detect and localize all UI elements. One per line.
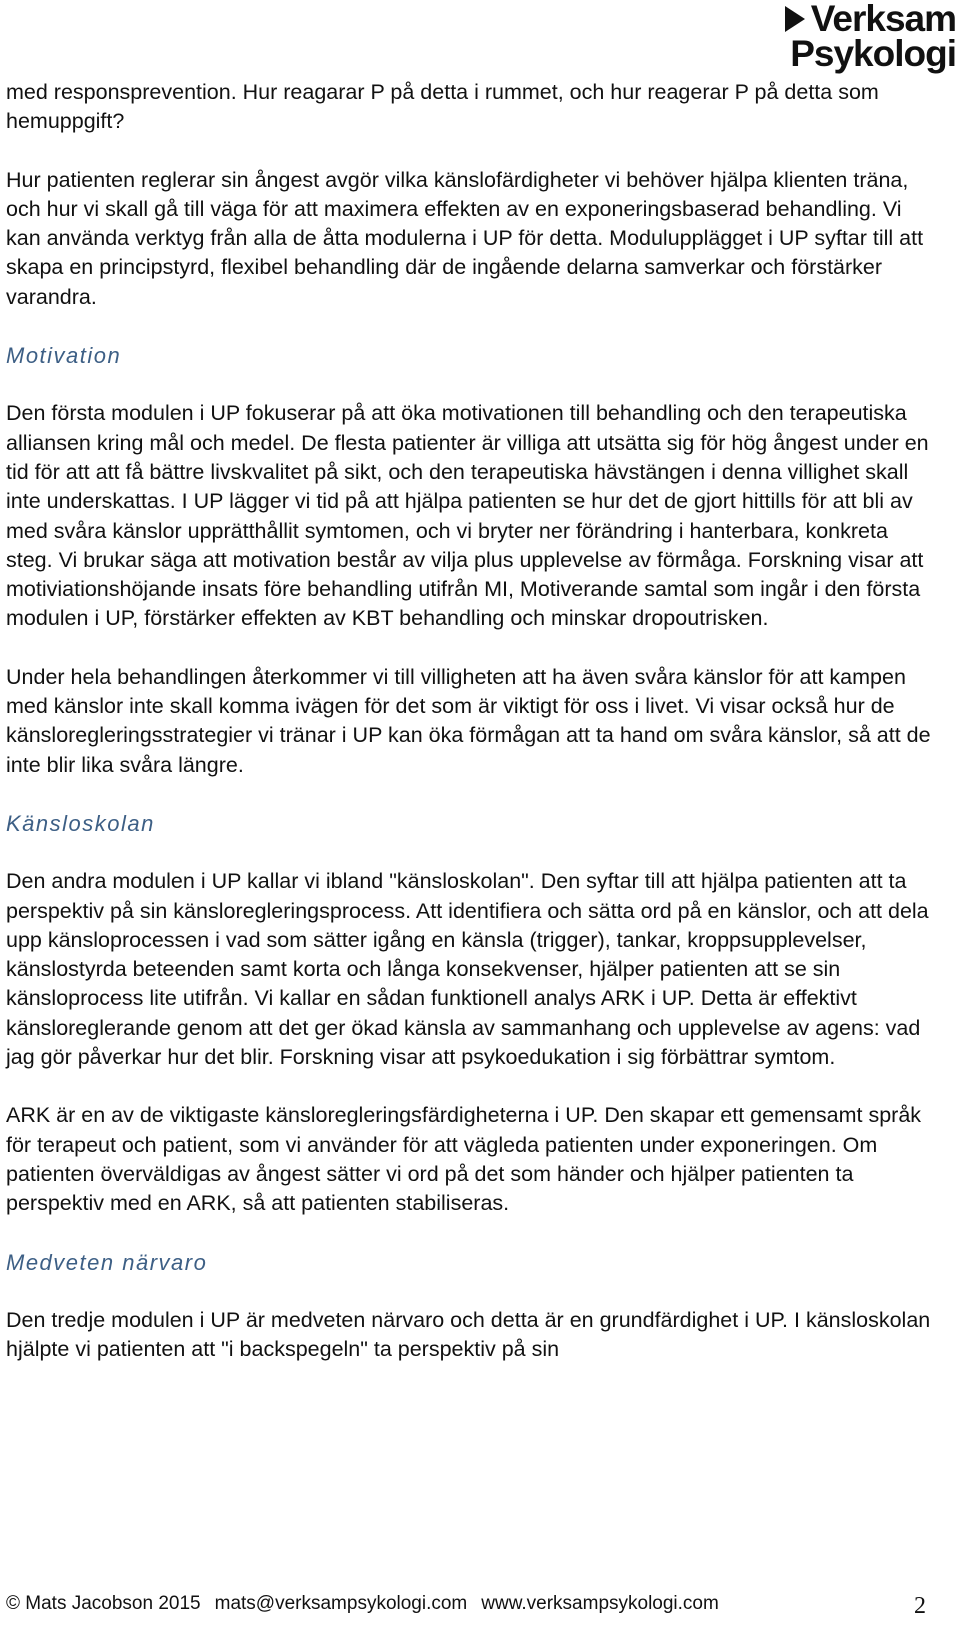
play-arrow-icon bbox=[785, 6, 805, 32]
paragraph: Den tredje modulen i UP är medveten närvaro och detta är en grundfärdighet i UP. I känsloskolan hjälpte vi patienten att "i backspegeln" ta perspektiv på sin bbox=[6, 1307, 931, 1362]
footer-copyright: © Mats Jacobson 2015 bbox=[6, 1593, 201, 1614]
paragraph: Den första modulen i UP fokuserar på att öka motivationen till behandling och den terapeutiska alliansen kring mål och medel. De flesta patienter är villiga att utsätta sig för hög ångest under en tid för att att få bättre livskvalitet på sikt, och den terapeutiska hävstängen i denna villighet skall inte underskattas. I UP lägger vi tid på att hjälpa patienten se hur det de gjort hittills för att bli av med svåra känslor upprätthållit symtomen, och vi bryter ner förändring i hanterbara, konkreta steg. Vi brukar säga att motivation består av vilja plus upplevelse av förmåga. Forskning visar att motiviationshöjande insats före behandling utifrån MI, Motiverande samtal som ingår i den första modulen i UP, förstärker effekten av KBT behandling och minskar dropoutrisken. bbox=[6, 401, 929, 631]
logo-word-verksam: Verksam bbox=[810, 0, 956, 39]
paragraph: Under hela behandlingen återkommer vi till villigheten att ha även svåra känslor för att kampen med känslor inte skall komma ivägen för det som är viktigt för oss i livet. Vi visar också hur de känsloregleringsstrategier vi tränar i UP kan öka förmågan att ta hand om svåra känslor, så att de inte blir lika svåra längre. bbox=[6, 664, 931, 777]
paragraph: Den andra modulen i UP kallar vi ibland "känsloskolan". Den syftar till att hjälpa patienten att ta perspektiv på sin känsloregleringsprocess. Att identifiera och sätta ord på en känslor, och att dela upp känsloprocessen i vad som sätter igång en känsla (trigger), tankar, kroppsupplevelser, känslostyrda beteenden samt korta och långa konsekvenser, hjälper patienten att se sin känsloprocess lite utifrån. Vi kallar en sådan funktionell analys ARK i UP. Detta är effektivt känsloreglerande genom att det ger ökad känsla av sammanhang och upplevelse av agens: vad jag gör påverkar hur det blir. Forskning visar att psykoedukation i sig förbättrar symtom. bbox=[6, 869, 929, 1070]
paragraph: med responsprevention. Hur reagarar P på detta i rummet, och hur reagerar P på detta som hemuppgift? bbox=[6, 80, 879, 134]
brand-logo bbox=[746, 2, 956, 72]
logo-word-psykologi: Psykologi bbox=[790, 33, 956, 74]
section-heading-kansloskolan: Känsloskolan bbox=[6, 810, 155, 836]
section-heading-medveten-narvaro: Medveten närvaro bbox=[6, 1249, 208, 1275]
logo-bottom-row bbox=[790, 35, 956, 73]
page-number: 2 bbox=[914, 1593, 926, 1619]
section-heading-motivation: Motivation bbox=[6, 343, 122, 369]
page-footer bbox=[6, 1592, 956, 1619]
paragraph: ARK är en av de viktigaste känsloregleringsfärdigheterna i UP. Den skapar ett gemensamt språk för terapeut och patient, som vi använder för att vägleda patienten under exponeringen. Om patienten överväldigas av ångest sätter vi ord på det som händer och hjälper patienten ta perspektiv med en ARK, så att patienten stabiliseras. bbox=[6, 1103, 922, 1216]
document-body bbox=[6, 78, 931, 1393]
paragraph: Hur patienten reglerar sin ångest avgör vilka känslofärdigheter vi behöver hjälpa klienten träna, och hur vi skall gå till väga för att maximera effekten av en exponeringsbaserad behandling. Vi kan använda verktyg från alla de åtta modulerna i UP för detta. Modulupplägget i UP syftar till att skapa en principstyrd, flexibel behandling där de ingående delarna samverkar och förstärker varandra. bbox=[6, 167, 924, 309]
footer-email-link[interactable]: mats@verksampsykologi.com bbox=[214, 1593, 468, 1614]
footer-website-link[interactable]: www.verksampsykologi.com bbox=[481, 1593, 719, 1614]
